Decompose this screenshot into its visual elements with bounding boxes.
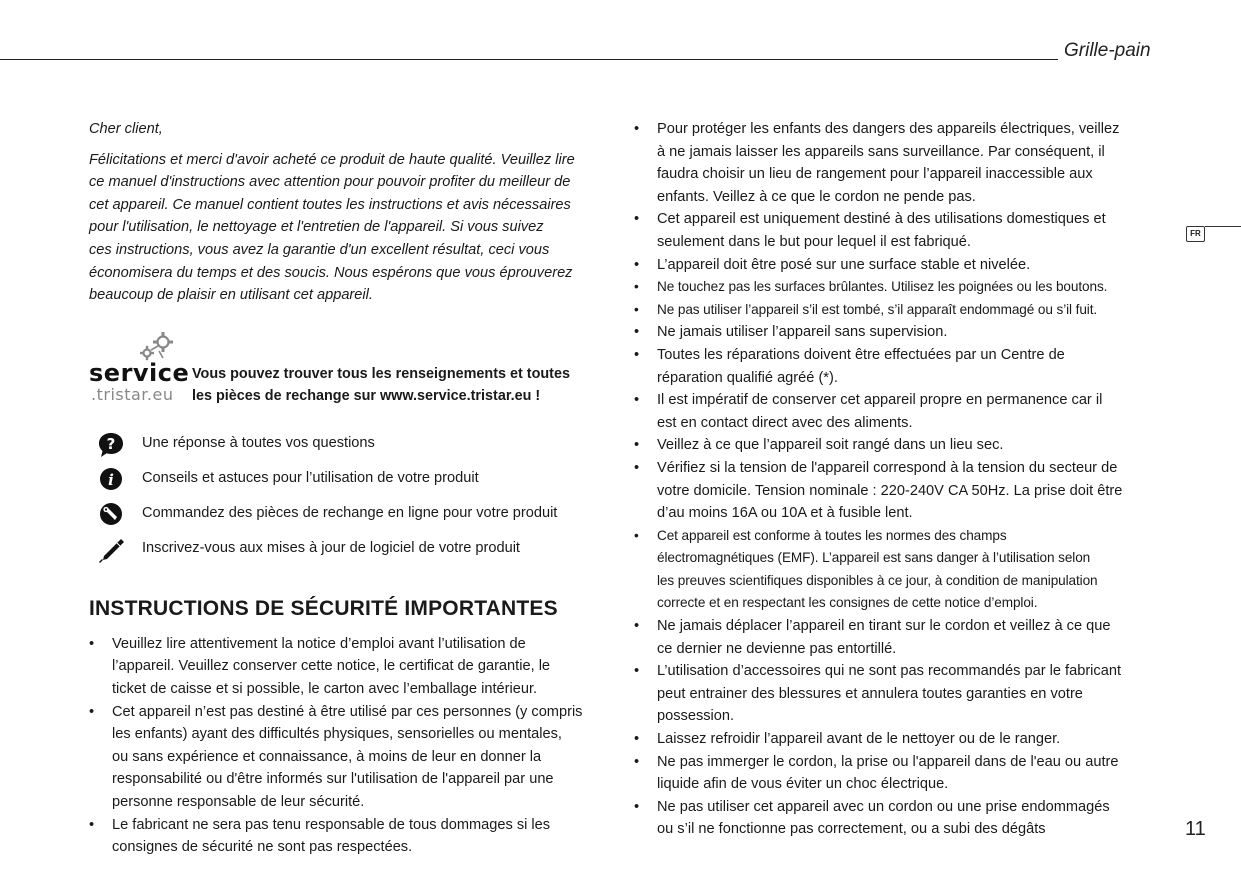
question-icon xyxy=(97,431,125,459)
list-item xyxy=(634,751,1154,796)
intro-line: beaucoup de plaisir en utilisant cet appareil. xyxy=(89,287,373,304)
svg-text:i: i xyxy=(108,470,114,489)
list-line: Cet appareil n’est pas destiné à être utilisé par ces personnes (y compris xyxy=(112,703,583,720)
service-text xyxy=(192,363,612,407)
section-heading: INSTRUCTIONS DE SÉCURITÉ IMPORTANTES xyxy=(89,596,558,620)
list-line: Ne touchez pas les surfaces brûlantes. Utilisez les poignées ou les boutons. xyxy=(657,279,1108,295)
list-line: personne responsable de leur sécurité. xyxy=(112,793,365,810)
list-line: à ne jamais laisser les appareils sans surveillance. Par conséquent, il xyxy=(657,143,1105,160)
list-line: faudra choisir un lieu de rangement pour l’appareil inaccessible aux xyxy=(657,166,1093,183)
svg-text:?: ? xyxy=(106,434,116,453)
list-line: ou s’il ne fonctionne pas correctement, ou a subi des dégâts xyxy=(657,821,1046,838)
language-tab: FR xyxy=(1186,226,1205,242)
list-line: Pour protéger les enfants des dangers des appareils électriques, veillez xyxy=(657,121,1120,137)
list-line: Ne pas immerger le cordon, la prise ou l'appareil dans de l'eau ou autre xyxy=(657,753,1119,770)
list-line: ticket de caisse et si possible, le carton avec l’emballage intérieur. xyxy=(112,680,538,697)
info-icon xyxy=(97,466,125,494)
intro-line: Félicitations et merci d'avoir acheté ce produit de haute qualité. Veuillez lire xyxy=(89,151,575,168)
list-line: responsabilité ou d'être informés sur l'utilisation de l'appareil par une xyxy=(112,771,554,788)
list-item xyxy=(634,254,1154,277)
intro-line: ces instructions, vous avez la garantie d'un excellent résultat, ceci vous xyxy=(89,241,550,258)
list-item xyxy=(89,814,609,859)
list-line: L’appareil doit être posé sur une surface stable et nivelée. xyxy=(657,256,1031,273)
service-logo-sub: .tristar.eu xyxy=(91,384,174,404)
list-line: Il est impératif de conserver cet appareil propre en permanence car il xyxy=(657,392,1103,409)
feature-text: Commandez des pièces de rechange en ligne pour votre produit xyxy=(142,504,558,521)
feature-text: Inscrivez-vous aux mises à jour de logiciel de votre produit xyxy=(142,539,520,556)
list-line: liquide afin de vous éviter un choc électrique. xyxy=(657,776,949,793)
safety-list-left xyxy=(89,633,609,859)
list-item xyxy=(634,434,1154,457)
list-line: enfants. Veillez à ce que le cordon ne pende pas. xyxy=(657,188,976,205)
feature-item xyxy=(89,536,609,571)
list-item xyxy=(634,660,1154,728)
list-line: l’appareil. Veuillez conserver cette notice, le certificat de garantie, le xyxy=(112,658,551,675)
list-line: possession. xyxy=(657,708,735,725)
list-item xyxy=(634,525,1154,615)
list-line: Laissez refroidir l’appareil avant de le nettoyer ou de le ranger. xyxy=(657,731,1061,748)
intro-line: économisera du temps et des soucis. Nous espérons que vous éprouverez xyxy=(89,264,573,281)
right-column xyxy=(634,118,1154,841)
wrench-icon xyxy=(97,501,125,529)
intro-paragraph xyxy=(89,149,609,307)
list-item xyxy=(634,389,1154,434)
list-line: Veuillez lire attentivement la notice d’emploi avant l’utilisation de xyxy=(112,635,526,652)
header-rule xyxy=(0,59,1058,60)
page-number: 11 xyxy=(1185,818,1206,840)
list-line: réparation qualifié agréé (*). xyxy=(657,369,838,386)
list-line: Vérifiez si la tension de l'appareil correspond à la tension du secteur de xyxy=(657,459,1118,476)
list-item xyxy=(634,615,1154,660)
feature-text: Conseils et astuces pour l’utilisation de votre produit xyxy=(142,469,479,486)
service-logo xyxy=(89,329,190,404)
list-line: correcte et en respectant les consignes de cette notice d’emploi. xyxy=(657,595,1038,611)
pen-icon xyxy=(97,536,125,564)
intro-line: cet appareil. Ce manuel contient toutes les instructions et avis nécessaires xyxy=(89,196,571,213)
list-line: Le fabricant ne sera pas tenu responsable de tous dommages si les xyxy=(112,816,551,833)
list-item xyxy=(634,321,1154,344)
list-item xyxy=(89,701,609,814)
list-line: les enfants) ayant des difficultés physiques, sensorielles ou mentales, xyxy=(112,726,562,743)
list-line: consignes de sécurité ne sont pas respectées. xyxy=(112,839,413,856)
list-line: L’utilisation d’accessoires qui ne sont pas recommandés par le fabricant xyxy=(657,663,1122,680)
feature-list xyxy=(89,431,609,571)
list-line: les preuves scientifiques disponibles à ce jour, à condition de manipulation xyxy=(657,572,1098,588)
feature-item xyxy=(89,501,609,536)
list-line: Ne jamais déplacer l’appareil en tirant sur le cordon et veillez à ce que xyxy=(657,618,1111,635)
list-line: Cet appareil est conforme à toutes les normes des champs xyxy=(657,527,1007,543)
intro-line: pour l'utilisation, le nettoyage et l'entretien de l'appareil. Si vous suivez xyxy=(89,219,544,236)
list-line: ou sans expérience et connaissance, à moins de leur en donner la xyxy=(112,748,542,765)
list-item xyxy=(634,728,1154,751)
list-item xyxy=(634,299,1154,322)
list-item xyxy=(634,118,1154,208)
list-line: votre domicile. Tension nominale : 220-240V CA 50Hz. La prise doit être xyxy=(657,482,1123,499)
service-block xyxy=(89,329,609,404)
feature-item xyxy=(89,431,609,466)
list-line: est en contact direct avec des aliments. xyxy=(657,414,913,431)
list-line: Toutes les réparations doivent être effectuées par un Centre de xyxy=(657,346,1065,363)
list-line: Cet appareil est uniquement destiné à des utilisations domestiques et xyxy=(657,211,1106,228)
list-item xyxy=(634,208,1154,253)
safety-list-right xyxy=(634,118,1154,841)
feature-text: Une réponse à toutes vos questions xyxy=(142,434,375,451)
list-line: seulement dans le but pour lequel il est fabriqué. xyxy=(657,233,971,250)
service-logo-word: service xyxy=(89,358,190,387)
header-title: Grille-pain xyxy=(1064,40,1151,61)
list-line: Ne pas utiliser cet appareil avec un cordon ou une prise endommagés xyxy=(657,798,1110,815)
list-line: Ne pas utiliser l’appareil s’il est tombé, s’il apparaît endommagé ou s’il fuit. xyxy=(657,301,1098,317)
list-item xyxy=(634,796,1154,841)
list-item xyxy=(634,344,1154,389)
service-line: les pièces de rechange sur www.service.tristar.eu ! xyxy=(192,387,541,404)
list-item xyxy=(634,457,1154,525)
left-column xyxy=(89,118,609,859)
list-line: d’au moins 16A ou 10A et à fusible lent. xyxy=(657,505,913,522)
list-item xyxy=(89,633,609,701)
list-item xyxy=(634,276,1154,299)
list-line: ce dernier ne devienne pas entortillé. xyxy=(657,640,897,657)
list-line: électromagnétiques (EMF). L’appareil est sans danger à l’utilisation selon xyxy=(657,550,1091,566)
list-line: Veillez à ce que l’appareil soit rangé dans un lieu sec. xyxy=(657,437,1004,454)
list-line: Ne jamais utiliser l’appareil sans supervision. xyxy=(657,324,948,341)
salutation: Cher client, xyxy=(89,121,163,137)
feature-item xyxy=(89,466,609,501)
intro-line: ce manuel d'instructions avec attention pour pouvoir profiter du meilleur de xyxy=(89,174,571,191)
list-line: peut entrainer des blessures et annulera toutes garanties en votre xyxy=(657,685,1083,702)
language-tab-rule xyxy=(1205,226,1241,227)
gears-icon xyxy=(133,331,179,361)
service-line: Vous pouvez trouver tous les renseignements et toutes xyxy=(192,365,570,382)
